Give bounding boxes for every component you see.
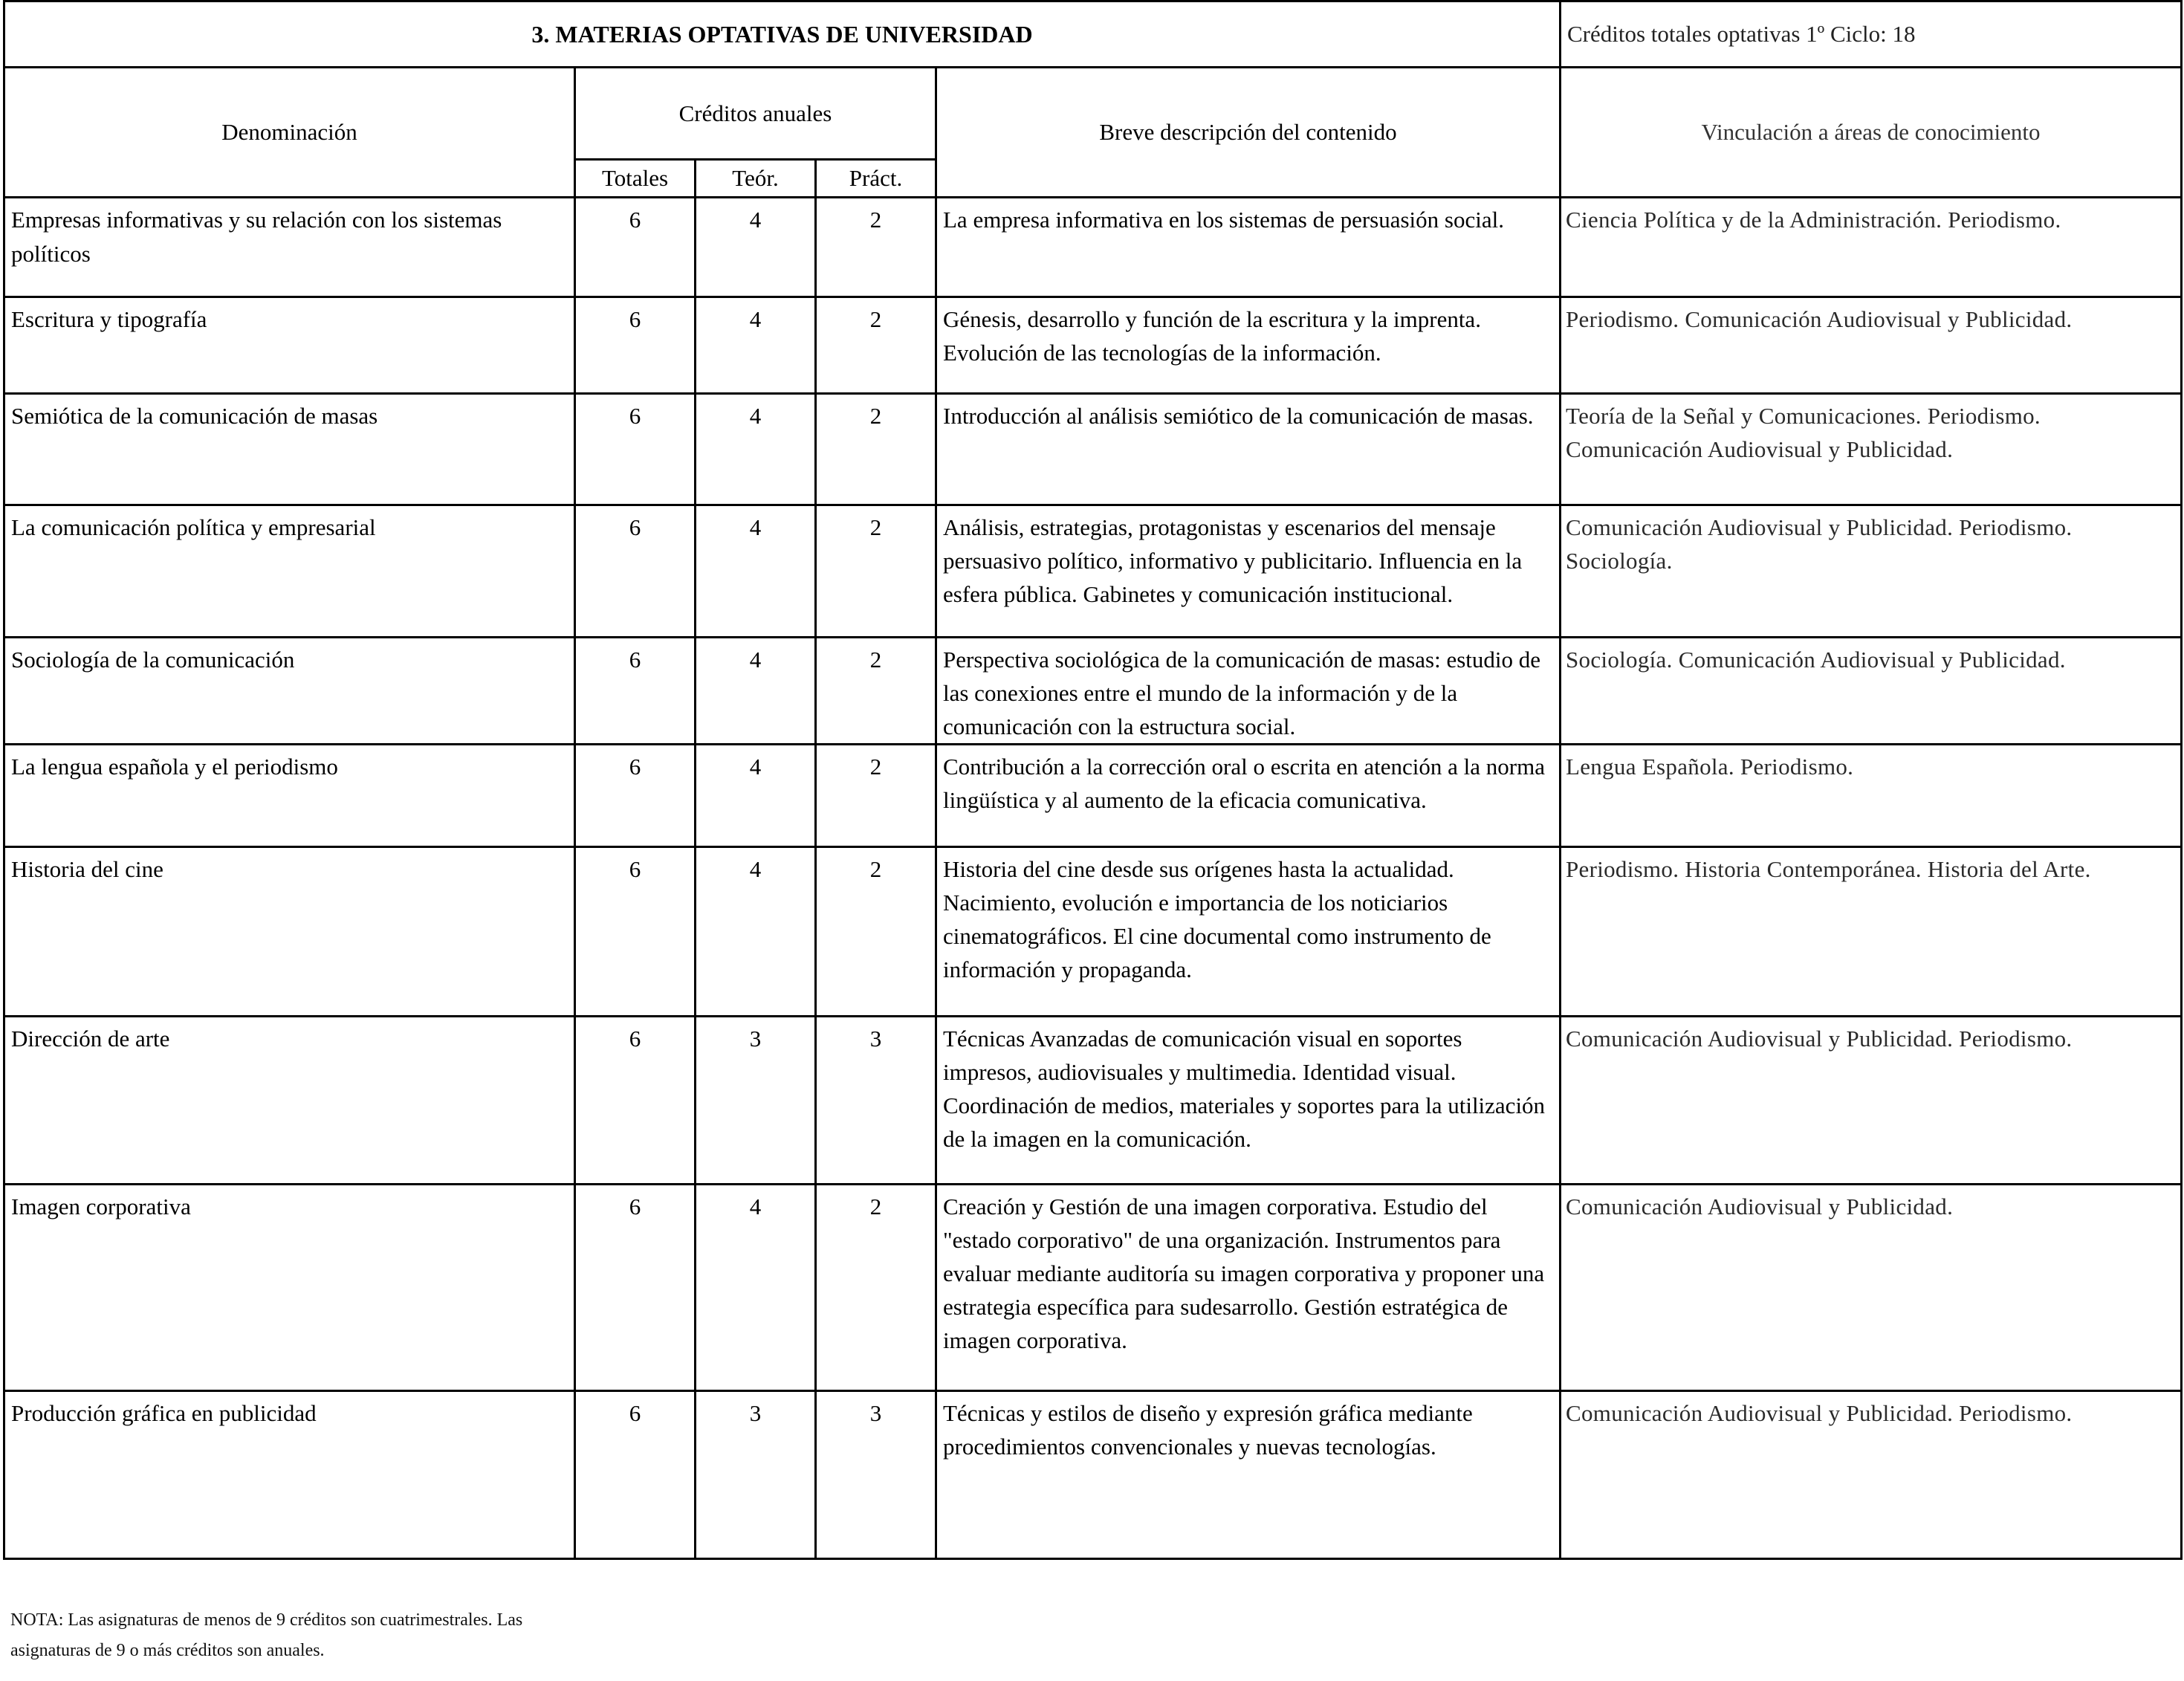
total-credits: Créditos totales optativas 1º Ciclo: 18 — [1561, 1, 2182, 68]
credits-pract: 2 — [816, 847, 936, 1017]
subject-name: Empresas informativas y su relación con los sistemas políticos — [4, 198, 575, 297]
table-row — [4, 638, 2182, 745]
subject-description: Técnicas y estilos de diseño y expresión gráfica mediante procedimientos convencionales y nuevas tecnologías. — [936, 1391, 1561, 1559]
credits-pract: 2 — [816, 394, 936, 505]
knowledge-area: Comunicación Audiovisual y Publicidad. Periodismo. — [1561, 1017, 2182, 1185]
header-teor: Teór. — [696, 160, 816, 198]
knowledge-area: Periodismo. Historia Contemporánea. Historia del Arte. — [1561, 847, 2182, 1017]
credits-teor: 4 — [696, 394, 816, 505]
table-row — [4, 1391, 2182, 1559]
credits-teor: 4 — [696, 297, 816, 394]
title-row — [4, 1, 2182, 68]
table-row — [4, 198, 2182, 297]
subject-name: Producción gráfica en publicidad — [4, 1391, 575, 1559]
optional-subjects-table — [3, 0, 2183, 1560]
credits-pract: 2 — [816, 505, 936, 638]
header-vinculacion: Vinculación a áreas de conocimiento — [1561, 68, 2182, 198]
credits-totales: 6 — [575, 1017, 696, 1185]
table-row — [4, 394, 2182, 505]
table-row — [4, 745, 2182, 847]
header-descripcion: Breve descripción del contenido — [936, 68, 1561, 198]
credits-pract: 2 — [816, 1185, 936, 1391]
subject-description: Contribución a la corrección oral o escrita en atención a la norma lingüística y al aumento de la eficacia comunicativa. — [936, 745, 1561, 847]
knowledge-area: Comunicación Audiovisual y Publicidad. Periodismo. — [1561, 1391, 2182, 1559]
credits-teor: 4 — [696, 847, 816, 1017]
subject-description: Introducción al análisis semiótico de la comunicación de masas. — [936, 394, 1561, 505]
credits-teor: 4 — [696, 745, 816, 847]
header-pract: Práct. — [816, 160, 936, 198]
subject-description: Análisis, estrategias, protagonistas y escenarios del mensaje persuasivo político, informativo y publicitario. Influencia en la esfera pública. Gabinetes y comunicación institucional. — [936, 505, 1561, 638]
subject-name: Semiótica de la comunicación de masas — [4, 394, 575, 505]
subject-name: Sociología de la comunicación — [4, 638, 575, 745]
subject-name: Historia del cine — [4, 847, 575, 1017]
credits-teor: 3 — [696, 1017, 816, 1185]
credits-totales: 6 — [575, 1391, 696, 1559]
credits-totales: 6 — [575, 847, 696, 1017]
credits-pract: 2 — [816, 198, 936, 297]
credits-teor: 4 — [696, 505, 816, 638]
header-row — [4, 68, 2182, 160]
credits-pract: 2 — [816, 297, 936, 394]
subject-description: Creación y Gestión de una imagen corporativa. Estudio del "estado corporativo" de una organización. Instrumentos para evaluar mediante auditoría su imagen corporativa y proponer una estrategia específica para sudesarrollo. Gestión estratégica de imagen corporativa. — [936, 1185, 1561, 1391]
credits-totales: 6 — [575, 1185, 696, 1391]
credits-teor: 3 — [696, 1391, 816, 1559]
credits-pract: 3 — [816, 1017, 936, 1185]
subject-description: Historia del cine desde sus orígenes hasta la actualidad. Nacimiento, evolución e importancia de los noticiarios cinematográficos. El cine documental como instrumento de información y propaganda. — [936, 847, 1561, 1017]
subject-name: La lengua española y el periodismo — [4, 745, 575, 847]
table-row — [4, 1017, 2182, 1185]
header-denominacion: Denominación — [4, 68, 575, 198]
knowledge-area: Teoría de la Señal y Comunicaciones. Periodismo. Comunicación Audiovisual y Publicidad. — [1561, 394, 2182, 505]
knowledge-area: Lengua Española. Periodismo. — [1561, 745, 2182, 847]
header-creditos: Créditos anuales — [575, 68, 936, 160]
credits-pract: 2 — [816, 638, 936, 745]
subject-description: Técnicas Avanzadas de comunicación visual en soportes impresos, audiovisuales y multimedia. Identidad visual. Coordinación de medios, materiales y soportes para la utilización de la imagen en la comunicación. — [936, 1017, 1561, 1185]
section-title: 3. MATERIAS OPTATIVAS DE UNIVERSIDAD — [4, 1, 1561, 68]
header-totales: Totales — [575, 160, 696, 198]
credits-totales: 6 — [575, 638, 696, 745]
credits-totales: 6 — [575, 394, 696, 505]
knowledge-area: Sociología. Comunicación Audiovisual y Publicidad. — [1561, 638, 2182, 745]
knowledge-area: Ciencia Política y de la Administración. Periodismo. — [1561, 198, 2182, 297]
subject-description: Perspectiva sociológica de la comunicación de masas: estudio de las conexiones entre el mundo de la información y de la comunicación con la estructura social. — [936, 638, 1561, 745]
knowledge-area: Comunicación Audiovisual y Publicidad. — [1561, 1185, 2182, 1391]
subject-description: Génesis, desarrollo y función de la escritura y la imprenta. Evolución de las tecnologías de la información. — [936, 297, 1561, 394]
credits-totales: 6 — [575, 505, 696, 638]
knowledge-area: Comunicación Audiovisual y Publicidad. Periodismo. Sociología. — [1561, 505, 2182, 638]
table-row — [4, 847, 2182, 1017]
subject-name: Dirección de arte — [4, 1017, 575, 1185]
table-row — [4, 297, 2182, 394]
credits-pract: 2 — [816, 745, 936, 847]
credits-teor: 4 — [696, 198, 816, 297]
credits-teor: 4 — [696, 1185, 816, 1391]
credits-teor: 4 — [696, 638, 816, 745]
subject-name: Escritura y tipografía — [4, 297, 575, 394]
subject-description: La empresa informativa en los sistemas de persuasión social. — [936, 198, 1561, 297]
credits-totales: 6 — [575, 297, 696, 394]
knowledge-area: Periodismo. Comunicación Audiovisual y Publicidad. — [1561, 297, 2182, 394]
table-row — [4, 505, 2182, 638]
table-row — [4, 1185, 2182, 1391]
credits-totales: 6 — [575, 198, 696, 297]
credits-totales: 6 — [575, 745, 696, 847]
footnote: NOTA: Las asignaturas de menos de 9 créditos son cuatrimestrales. Las asignaturas de 9 o más créditos son anuales. — [10, 1610, 523, 1660]
credits-pract: 3 — [816, 1391, 936, 1559]
subject-name: La comunicación política y empresarial — [4, 505, 575, 638]
subject-name: Imagen corporativa — [4, 1185, 575, 1391]
